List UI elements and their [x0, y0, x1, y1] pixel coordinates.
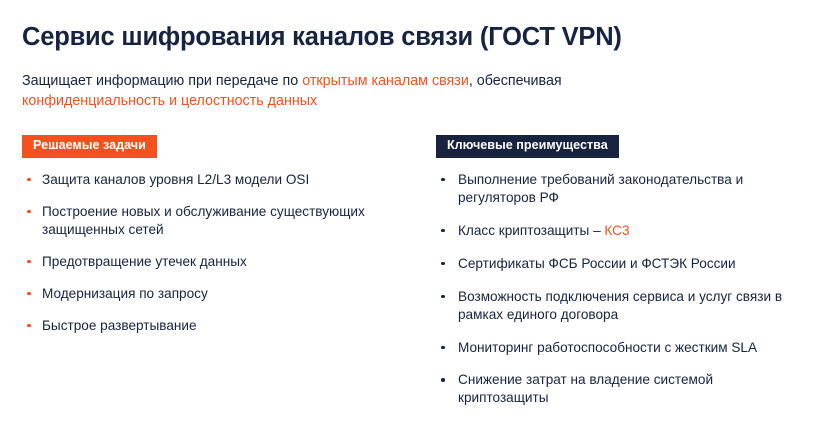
list-item [22, 203, 417, 239]
advantages-list [436, 171, 798, 407]
content-columns [22, 135, 798, 422]
subtitle-accent-1: открытым каналам связи [302, 72, 469, 89]
list-item [436, 171, 798, 207]
subtitle-part-2: , обеспечивая [468, 72, 562, 89]
tasks-heading-badge: Решаемые задачи [22, 135, 157, 158]
list-item-text: Выполнение требований законодательства и регуляторов РФ [458, 171, 744, 205]
advantages-heading-badge: Ключевые преимущества [436, 135, 619, 158]
list-item-text: Мониторинг работоспособности с жестким SLA [458, 339, 758, 355]
list-item [22, 317, 417, 335]
list-item [436, 371, 798, 407]
column-tasks [22, 135, 417, 422]
tasks-list [22, 171, 417, 335]
list-item [436, 255, 798, 273]
subtitle-accent-2: конфиденциальность и целостность данных [22, 93, 318, 110]
list-item-text: Возможность подключения сервиса и услуг связи в рамках единого договора [458, 288, 783, 322]
list-item-text: Предотвращение утечек данных [42, 253, 247, 269]
list-item [22, 285, 417, 303]
list-item-text: Построение новых и обслуживание существующих защищенных сетей [42, 203, 365, 237]
list-item-text: Класс криптозащиты – [458, 222, 605, 238]
list-item-text: Сертификаты ФСБ России и ФСТЭК России [458, 255, 736, 271]
list-item-text: Модернизация по запросу [42, 285, 208, 301]
list-item [436, 288, 798, 324]
subtitle-part-1: Защищает информацию при передаче по [22, 72, 303, 89]
list-item [436, 339, 798, 357]
list-item-accent: КС3 [604, 222, 630, 238]
list-item [22, 171, 417, 189]
page-title: Сервис шифрования каналов связи (ГОСТ VPN) [22, 23, 622, 51]
list-item-text: Защита каналов уровня L2/L3 модели OSI [42, 171, 310, 187]
subtitle [22, 71, 722, 112]
column-advantages [417, 135, 798, 422]
list-item [436, 222, 798, 240]
list-item-text: Снижение затрат на владение системой криптозащиты [458, 372, 714, 406]
list-item [22, 253, 417, 271]
list-item-text: Быстрое развертывание [42, 317, 197, 333]
